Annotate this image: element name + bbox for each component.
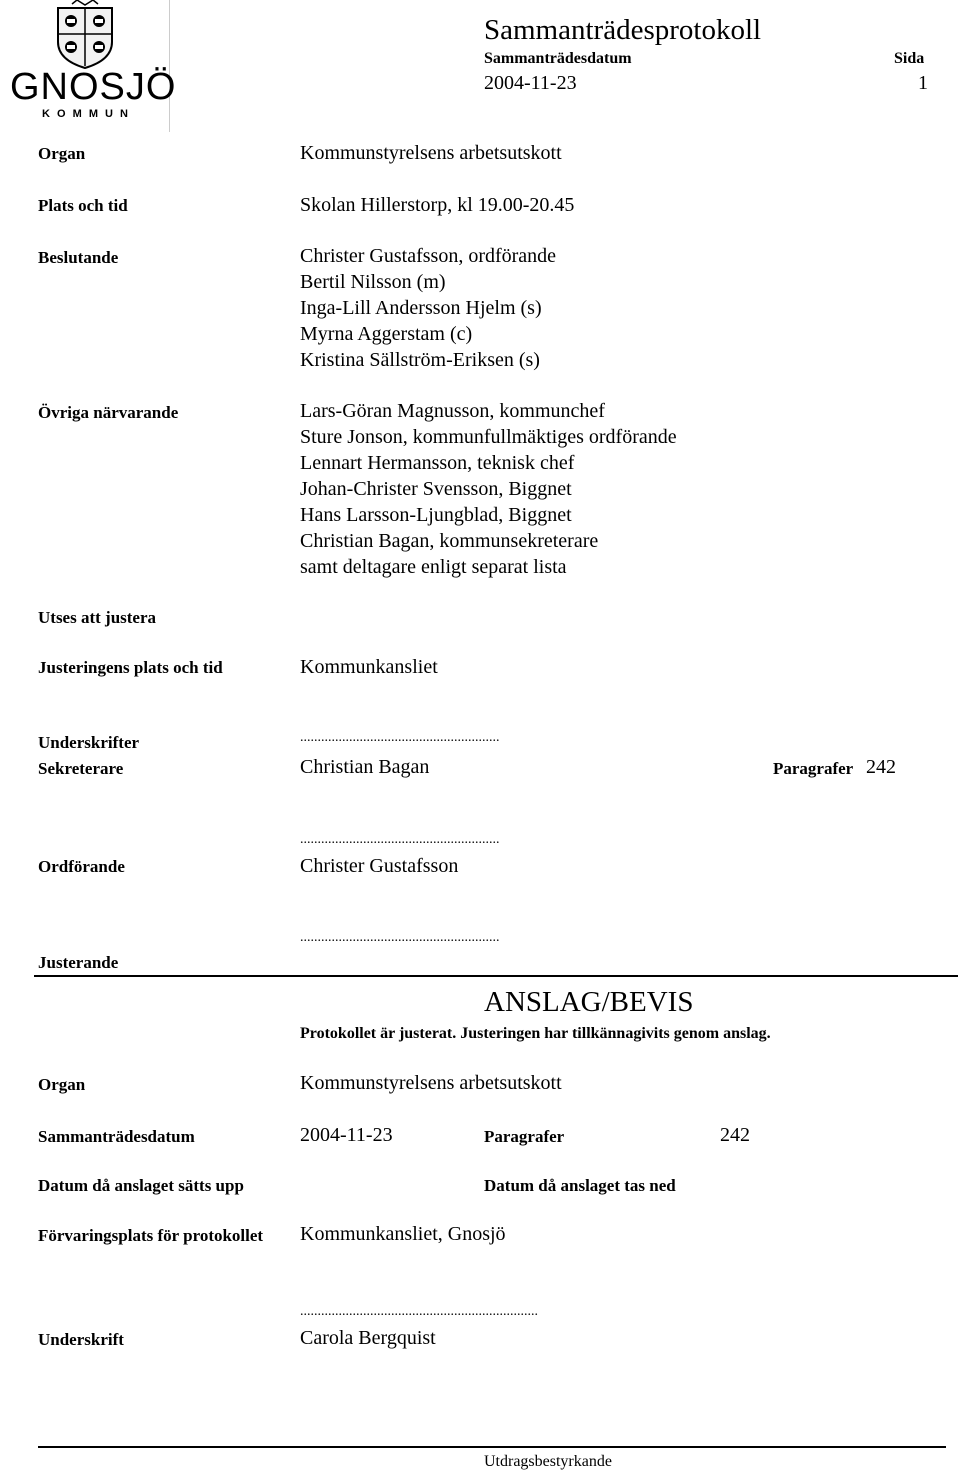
place-value: Skolan Hillerstorp, kl 19.00-20.45 (300, 194, 575, 216)
paragraphs-label: Paragrafer (773, 759, 854, 778)
notice-paragraphs-label: Paragrafer (484, 1127, 565, 1146)
notice-paragraphs-value: 242 (720, 1124, 750, 1146)
others-list (300, 398, 677, 580)
deciding-list (300, 243, 556, 373)
logo-subtext: K O M M U N (42, 108, 130, 120)
organ-label: Organ (38, 144, 86, 163)
posted-date-label: Datum då anslaget sätts upp (38, 1176, 244, 1195)
final-signature-name: Carola Bergquist (300, 1327, 436, 1349)
final-signature-label: Underskrift (38, 1330, 124, 1349)
secretary-signature-line: ......................................................... (300, 730, 500, 745)
page-number: 1 (918, 72, 928, 94)
deciding-member: Kristina Sällström-Eriksen (s) (300, 349, 540, 371)
notice-statement: Protokollet är justerat. Justeringen har tillkännagivits genom anslag. (300, 1025, 771, 1042)
attendee: Johan-Christer Svensson, Biggnet (300, 478, 572, 500)
adjuster-label: Justerande (38, 953, 119, 972)
storage-label: Förvaringsplats för protokollet (38, 1226, 264, 1245)
attendee: Hans Larsson-Ljungblad, Biggnet (300, 504, 572, 526)
storage-value: Kommunkansliet, Gnosjö (300, 1223, 506, 1245)
notice-date-label: Sammanträdesdatum (38, 1127, 195, 1146)
adjust-place-label: Justeringens plats och tid (38, 658, 223, 677)
attendee: Lars-Göran Magnusson, kommunchef (300, 400, 605, 422)
attendee: Sture Jonson, kommunfullmäktiges ordförande (300, 426, 677, 448)
deciding-label: Beslutande (38, 248, 119, 267)
meeting-date-label: Sammanträdesdatum (484, 50, 632, 67)
page-label: Sida (894, 50, 925, 67)
chair-name: Christer Gustafsson (300, 855, 459, 877)
notice-organ-label: Organ (38, 1075, 86, 1094)
document-title: Sammanträdesprotokoll (484, 14, 762, 46)
notice-date-value: 2004-11-23 (300, 1124, 393, 1146)
secretary-name: Christian Bagan (300, 756, 430, 778)
municipality-logo (0, 0, 177, 132)
chair-signature-line: ......................................................... (300, 832, 500, 847)
notice-title: ANSLAG/BEVIS (484, 986, 694, 1018)
deciding-member: Inga-Lill Andersson Hjelm (s) (300, 297, 542, 319)
footer-divider (38, 1446, 946, 1448)
deciding-member: Myrna Aggerstam (c) (300, 323, 473, 345)
adjust-label: Utses att justera (38, 608, 157, 627)
attendee: Christian Bagan, kommunsekreterare (300, 530, 599, 552)
organ-value: Kommunstyrelsens arbetsutskott (300, 142, 562, 164)
paragraphs-value: 242 (866, 756, 896, 778)
attendee: Lennart Hermansson, teknisk chef (300, 452, 575, 474)
place-label: Plats och tid (38, 196, 128, 215)
signatures-label: Underskrifter (38, 733, 140, 752)
deciding-member: Christer Gustafsson, ordförande (300, 245, 557, 267)
meeting-date-value: 2004-11-23 (484, 72, 577, 94)
logo-text: GNOSJÖ (10, 66, 177, 108)
adjust-place-value: Kommunkansliet (300, 656, 438, 678)
attendee: samt deltagare enligt separat lista (300, 556, 567, 578)
section-divider (34, 975, 958, 977)
others-label: Övriga närvarande (38, 403, 179, 422)
chair-label: Ordförande (38, 857, 125, 876)
removed-date-label: Datum då anslaget tas ned (484, 1176, 676, 1195)
adjuster-signature-line: ......................................................... (300, 930, 500, 945)
deciding-member: Bertil Nilsson (m) (300, 271, 446, 293)
secretary-label: Sekreterare (38, 759, 124, 778)
footer-text: Utdragsbestyrkande (484, 1453, 612, 1470)
notice-organ-value: Kommunstyrelsens arbetsutskott (300, 1072, 562, 1094)
final-signature-line: .................................................................... (300, 1304, 538, 1319)
